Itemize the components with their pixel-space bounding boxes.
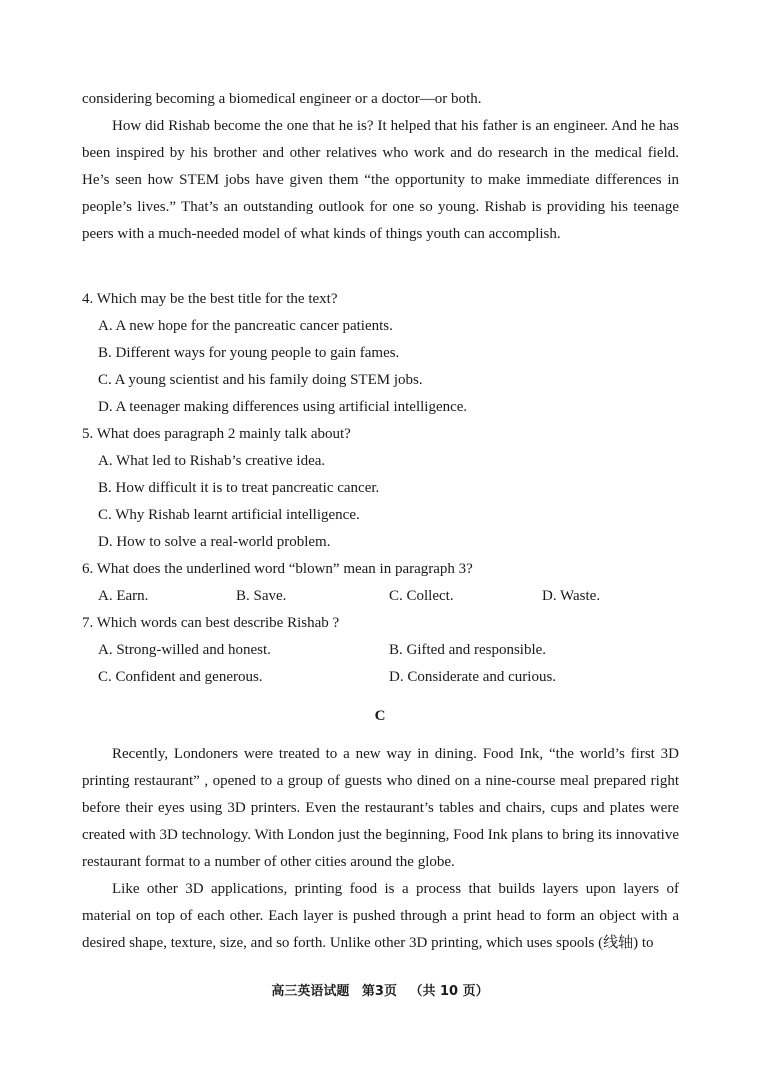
section-c-paragraph-1: Recently, Londoners were treated to a new way in dining. Food Ink, “the world’s first 3D printing restaurant” , opened to a group of guests who dined on a nine-course meal prepared right before their eyes using 3D printers. Even the restaurant’s tables and chairs, cups and plates were created with 3D technology. With London just the beginning, Food Ink plans to bring its innovative restaurant format to a number of other cities around the globe. (82, 746, 679, 870)
question-5-option-d: D. How to solve a real-world problem. (98, 534, 331, 550)
page-footer (0, 981, 760, 1003)
question-7-option-a: A. Strong-willed and honest. (98, 642, 271, 658)
passage-line-continued: considering becoming a biomedical engineer or a doctor—or both. (82, 91, 482, 107)
question-6-option-b: B. Save. (236, 588, 287, 604)
question-4-stem: 4. Which may be the best title for the text? (82, 291, 338, 307)
footer-subject: 高三英语试题 (271, 984, 350, 999)
question-6-stem: 6. What does the underlined word “blown” mean in paragraph 3? (82, 561, 473, 577)
question-4-option-b: B. Different ways for young people to gain fames. (98, 345, 400, 361)
question-6-option-d: D. Waste. (542, 588, 601, 604)
footer-page-number: 第3页 (361, 984, 397, 999)
question-6-option-a: A. Earn. (98, 588, 149, 604)
footer-total-pages: （共 10 页） (409, 984, 489, 999)
section-c-paragraph-2: Like other 3D applications, printing food is a process that builds layers upon layers of material on top of each other. Each layer is pushed through a print head to form an object with a desired shape, texture, size, and so forth. Unlike other 3D printing, which uses spools (线轴) to (82, 881, 679, 951)
question-7-option-d: D. Considerate and curious. (389, 669, 557, 685)
question-5-option-b: B. How difficult it is to treat pancreatic cancer. (98, 480, 380, 496)
question-7-option-b: B. Gifted and responsible. (389, 642, 547, 658)
question-5-option-a: A. What led to Rishab’s creative idea. (98, 453, 326, 469)
section-c-heading: C (374, 708, 386, 724)
question-4-option-d: D. A teenager making differences using artificial intelligence. (98, 399, 468, 415)
passage-paragraph-last: How did Rishab become the one that he is? It helped that his father is an engineer. And he has been inspired by his brother and other relatives who work and do research in the medical field. He’s seen how STEM jobs have given them “the opportunity to make immediate differences in people’s lives.” That’s an outstanding outlook for one so young. Rishab is providing his teenage peers with a much-needed model of what kinds of things youth can accomplish. (82, 118, 679, 242)
question-7-stem: 7. Which words can best describe Rishab ? (82, 615, 340, 631)
question-4-option-a: A. A new hope for the pancreatic cancer patients. (98, 318, 393, 334)
question-5-stem: 5. What does paragraph 2 mainly talk about? (82, 426, 351, 442)
question-4-option-c: C. A young scientist and his family doing STEM jobs. (98, 372, 423, 388)
question-7-option-c: C. Confident and generous. (98, 669, 263, 685)
question-5-option-c: C. Why Rishab learnt artificial intelligence. (98, 507, 360, 523)
question-6-option-c: C. Collect. (389, 588, 454, 604)
